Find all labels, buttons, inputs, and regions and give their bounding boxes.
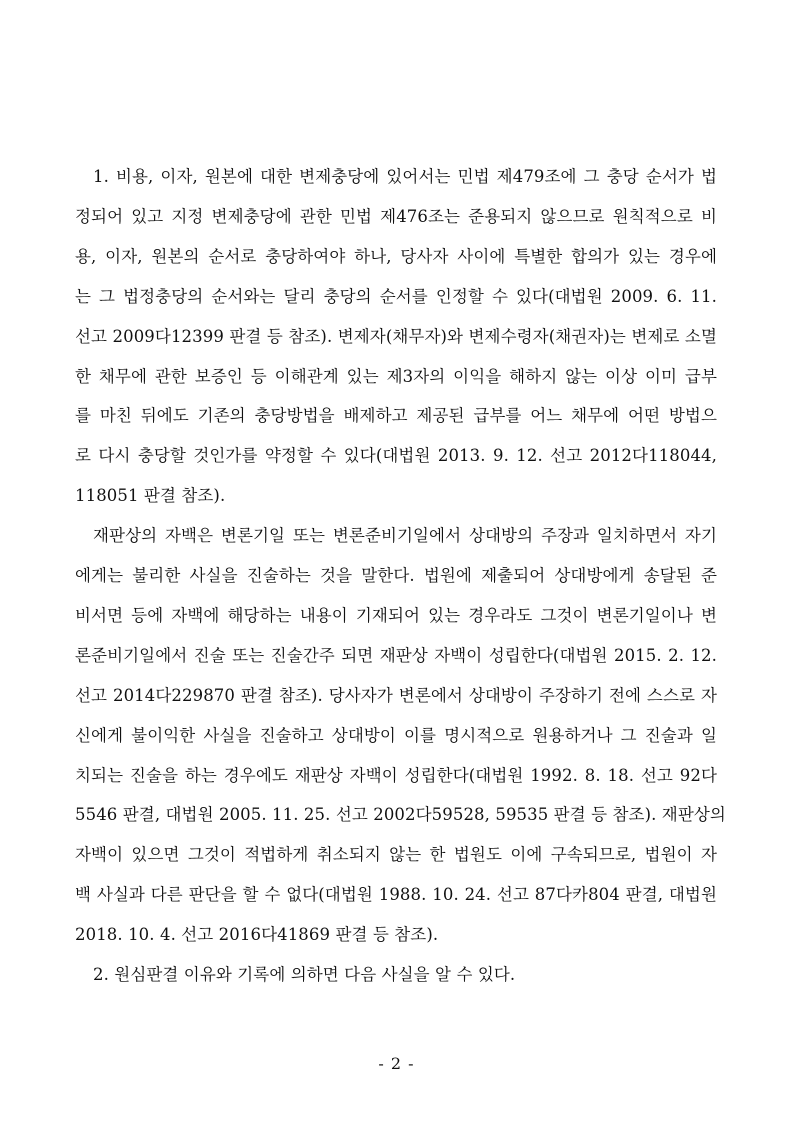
paragraph-2-line-4: 론준비기일에서 진술 또는 진술간주 되면 재판상 자백이 성립한다(대법원 2015. 2. 12. bbox=[75, 646, 717, 665]
paragraph-2-line-9: 자백이 있으면 그것이 적법하게 취소되지 않는 한 법원도 이에 구속되므로, 법원이 자 bbox=[75, 845, 717, 864]
paragraph-2-line-1: 재판상의 자백은 변론기일 또는 변론준비기일에서 상대방의 주장과 일치하면서 자기 bbox=[93, 526, 717, 545]
paragraph-1-line-4: 는 그 법정충당의 순서와는 달리 충당의 순서를 인정할 수 있다(대법원 2009. 6. 11. bbox=[75, 287, 717, 306]
page-number: - 2 - bbox=[378, 1054, 415, 1073]
paragraph-1-line-3: 용, 이자, 원본의 순서로 충당하여야 하나, 당사자 사이에 특별한 합의가 있는 경우에 bbox=[75, 247, 717, 266]
paragraph-1-line-2: 정되어 있고 지정 변제충당에 관한 민법 제476조는 준용되지 않으므로 원칙적으로 비 bbox=[75, 207, 717, 226]
paragraph-2-line-10: 백 사실과 다른 판단을 할 수 없다(대법원 1988. 10. 24. 선고 87다카804 판결, 대법원 bbox=[75, 885, 717, 904]
paragraph-2-line-11: 2018. 10. 4. 선고 2016다41869 판결 등 참조). bbox=[75, 925, 439, 944]
paragraph-2-line-7: 치되는 진술을 하는 경우에도 재판상 자백이 성립한다(대법원 1992. 8. 18. 선고 92다 bbox=[75, 766, 717, 785]
paragraph-1-line-7: 를 마친 뒤에도 기존의 충당방법을 배제하고 제공된 급부를 어느 채무에 어떤 방법으 bbox=[75, 406, 717, 425]
paragraph-1-line-6: 한 채무에 관한 보증인 등 이해관계 있는 제3자의 이익을 해하지 않는 이상 이미 급부 bbox=[75, 367, 717, 386]
paragraph-2-line-8: 5546 판결, 대법원 2005. 11. 25. 선고 2002다59528, 59535 판결 등 참조). 재판상의 bbox=[75, 805, 726, 824]
paragraph-1-line-8: 로 다시 충당할 것인가를 약정할 수 있다(대법원 2013. 9. 12. 선고 2012다118044, bbox=[75, 446, 717, 465]
paragraph-2-line-2: 에게는 불리한 사실을 진술하는 것을 말한다. 법원에 제출되어 상대방에게 송달된 준 bbox=[75, 566, 717, 585]
paragraph-3-line-1: 2. 원심판결 이유와 기록에 의하면 다음 사실을 알 수 있다. bbox=[93, 965, 516, 984]
paragraph-2-line-3: 비서면 등에 자백에 해당하는 내용이 기재되어 있는 경우라도 그것이 변론기일이나 변 bbox=[75, 606, 717, 625]
paragraph-2-line-6: 신에게 불이익한 사실을 진술하고 상대방이 이를 명시적으로 원용하거나 그 진술과 일 bbox=[75, 726, 717, 745]
paragraph-1-line-9: 118051 판결 참조). bbox=[75, 486, 226, 505]
paragraph-1-line-1: 1. 비용, 이자, 원본에 대한 변제충당에 있어서는 민법 제479조에 그 충당 순서가 법 bbox=[93, 167, 717, 186]
paragraph-1-line-5: 선고 2009다12399 판결 등 참조). 변제자(채무자)와 변제수령자(채권자)는 변제로 소멸 bbox=[75, 327, 717, 346]
paragraph-2-line-5: 선고 2014다229870 판결 참조). 당사자가 변론에서 상대방이 주장하기 전에 스스로 자 bbox=[75, 686, 717, 705]
